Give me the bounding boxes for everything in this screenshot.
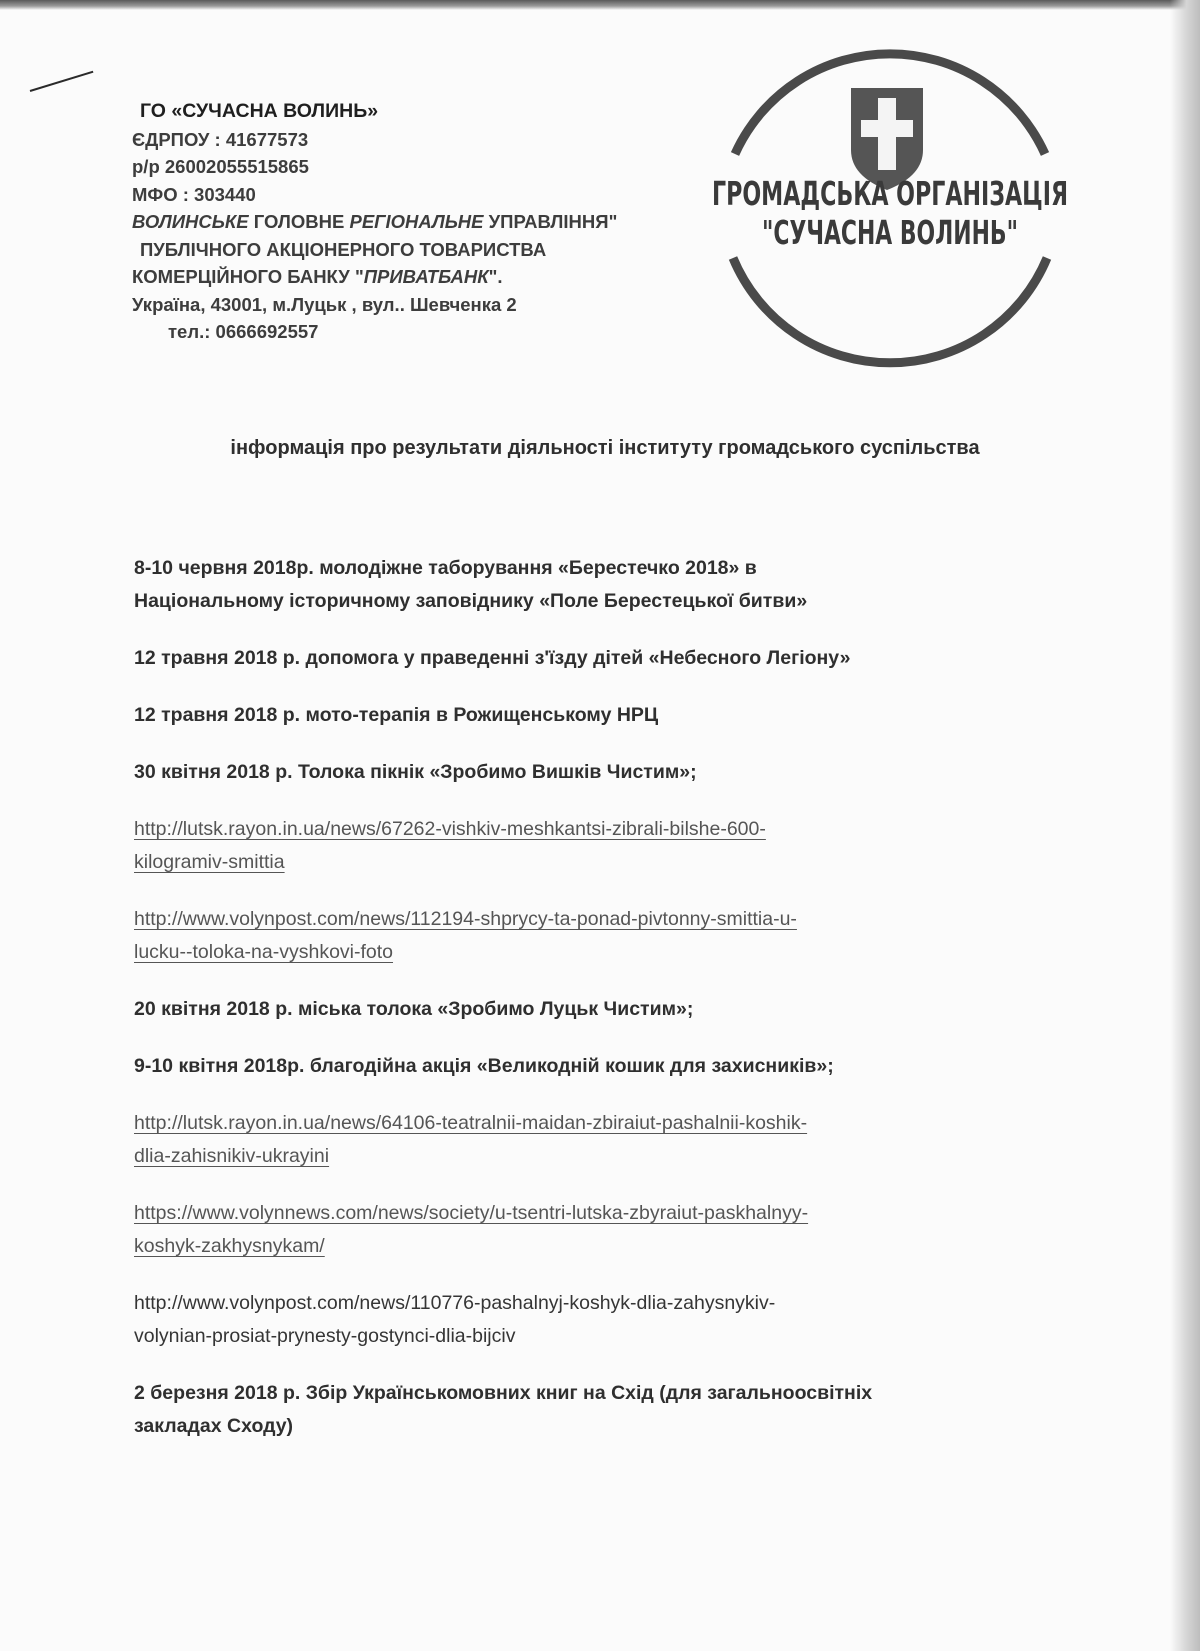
bank-regional-text: РЕГІОНАЛЬНЕ bbox=[349, 211, 484, 232]
scan-right-edge bbox=[1170, 0, 1200, 1651]
bank-office-text: УПРАВЛІННЯ" bbox=[483, 211, 618, 232]
activity-list bbox=[134, 552, 1074, 1467]
pen-mark bbox=[30, 71, 94, 92]
bank-region-text: ВОЛИНСЬКЕ bbox=[132, 211, 249, 232]
link-text-line[interactable]: koshyk-zakhysnykam/ bbox=[134, 1235, 325, 1257]
bank-line-2: ПУБЛІЧНОГО АКЦІОНЕРНОГО ТОВАРИСТВА bbox=[140, 238, 547, 260]
logo-line-2: "СУЧАСНА ВОЛИНЬ" bbox=[762, 213, 1018, 252]
news-link[interactable] bbox=[134, 1287, 1074, 1353]
logo-ring-bottom bbox=[733, 258, 1047, 363]
link-text-line[interactable]: lucku--toloka-na-vyshkovi-foto bbox=[134, 941, 394, 963]
bank-main-text: ГОЛОВНЕ bbox=[248, 211, 350, 232]
news-link[interactable] bbox=[134, 1197, 1074, 1263]
org-name: ГО «СУЧАСНА ВОЛИНЬ» bbox=[140, 100, 379, 122]
letterhead bbox=[132, 98, 692, 346]
activity-text-line: 8-10 червня 2018р. молодіжне таборування «Берестечко 2018» в bbox=[134, 557, 757, 579]
activity-item bbox=[134, 1050, 1074, 1083]
logo-line-1: ГРОМАДСЬКА ОРГАНІЗАЦІЯ bbox=[712, 174, 1068, 213]
edrpou-line: ЄДРПОУ : 41677573 bbox=[132, 128, 309, 150]
bank-line-1 bbox=[132, 208, 692, 236]
activity-text-line: 9-10 квітня 2018р. благодійна акція «Великодній кошик для захисників»; bbox=[134, 1055, 834, 1077]
activity-text-line: закладах Сходу) bbox=[134, 1415, 294, 1437]
link-text-line[interactable]: kilogramiv-smittia bbox=[134, 851, 285, 873]
activity-item bbox=[134, 756, 1074, 789]
bank-line-3 bbox=[132, 263, 692, 291]
activity-text-line: 2 березня 2018 р. Збір Українськомовних книг на Схід (для загальноосвітніх bbox=[134, 1382, 873, 1404]
activity-item bbox=[134, 993, 1074, 1026]
link-text-line[interactable]: dlia-zahisnikiv-ukrayini bbox=[134, 1145, 330, 1167]
phone-line: тел.: 0666692557 bbox=[168, 321, 319, 342]
bank-commercial-text: КОМЕРЦІЙНОГО БАНКУ " bbox=[132, 266, 364, 287]
link-text-line[interactable]: http://www.volynpost.com/news/112194-shprycy-ta-ponad-pivtonny-smittia-u- bbox=[134, 908, 797, 930]
activity-item bbox=[134, 1377, 1074, 1443]
bank-name-text: ПРИВАТБАНК bbox=[363, 266, 489, 287]
account-line: р/р 26002055515865 bbox=[132, 156, 309, 177]
org-logo bbox=[705, 58, 1105, 358]
activity-text-line: Національному історичному заповіднику «Поле Берестецької битви» bbox=[134, 590, 808, 612]
link-text-line[interactable]: http://www.volynpost.com/news/110776-pashalnyj-koshyk-dlia-zahysnykiv- bbox=[134, 1292, 776, 1314]
activity-text-line: 20 квітня 2018 р. міська толока «Зробимо Луцьк Чистим»; bbox=[134, 998, 694, 1020]
address-line: Україна, 43001, м.Луцьк , вул.. Шевченка 2 bbox=[132, 293, 517, 315]
link-text-line[interactable]: http://lutsk.rayon.in.ua/news/64106-teatralnii-maidan-zbiraiut-pashalnii-koshik- bbox=[134, 1112, 808, 1134]
activity-item bbox=[134, 699, 1074, 732]
news-link[interactable] bbox=[134, 813, 1074, 879]
bank-quote-end: ". bbox=[488, 266, 503, 287]
news-link[interactable] bbox=[134, 1107, 1074, 1173]
link-text-line[interactable]: https://www.volynnews.com/news/society/u-tsentri-lutska-zbyraiut-paskhalnyy- bbox=[134, 1202, 809, 1224]
activity-text-line: 12 травня 2018 р. мото-терапія в Рожищенському НРЦ bbox=[134, 704, 659, 726]
document-title: інформація про результати діяльності інституту громадського суспільства bbox=[230, 437, 980, 459]
link-text-line[interactable]: volynian-prosiat-prynesty-gostynci-dlia-bijciv bbox=[134, 1325, 516, 1347]
activity-text-line: 12 травня 2018 р. допомога у праведенні з'їзду дітей «Небесного Легіону» bbox=[134, 647, 851, 669]
activity-text-line: 30 квітня 2018 р. Толока пікнік «Зробимо Вишків Чистим»; bbox=[134, 761, 697, 783]
activity-item bbox=[134, 552, 1074, 618]
activity-item bbox=[134, 642, 1074, 675]
mfo-line: МФО : 303440 bbox=[132, 183, 256, 205]
scan-top-edge bbox=[0, 0, 1200, 10]
link-text-line[interactable]: http://lutsk.rayon.in.ua/news/67262-vishkiv-meshkantsi-zibrali-bilshe-600- bbox=[134, 818, 766, 840]
news-link[interactable] bbox=[134, 903, 1074, 969]
